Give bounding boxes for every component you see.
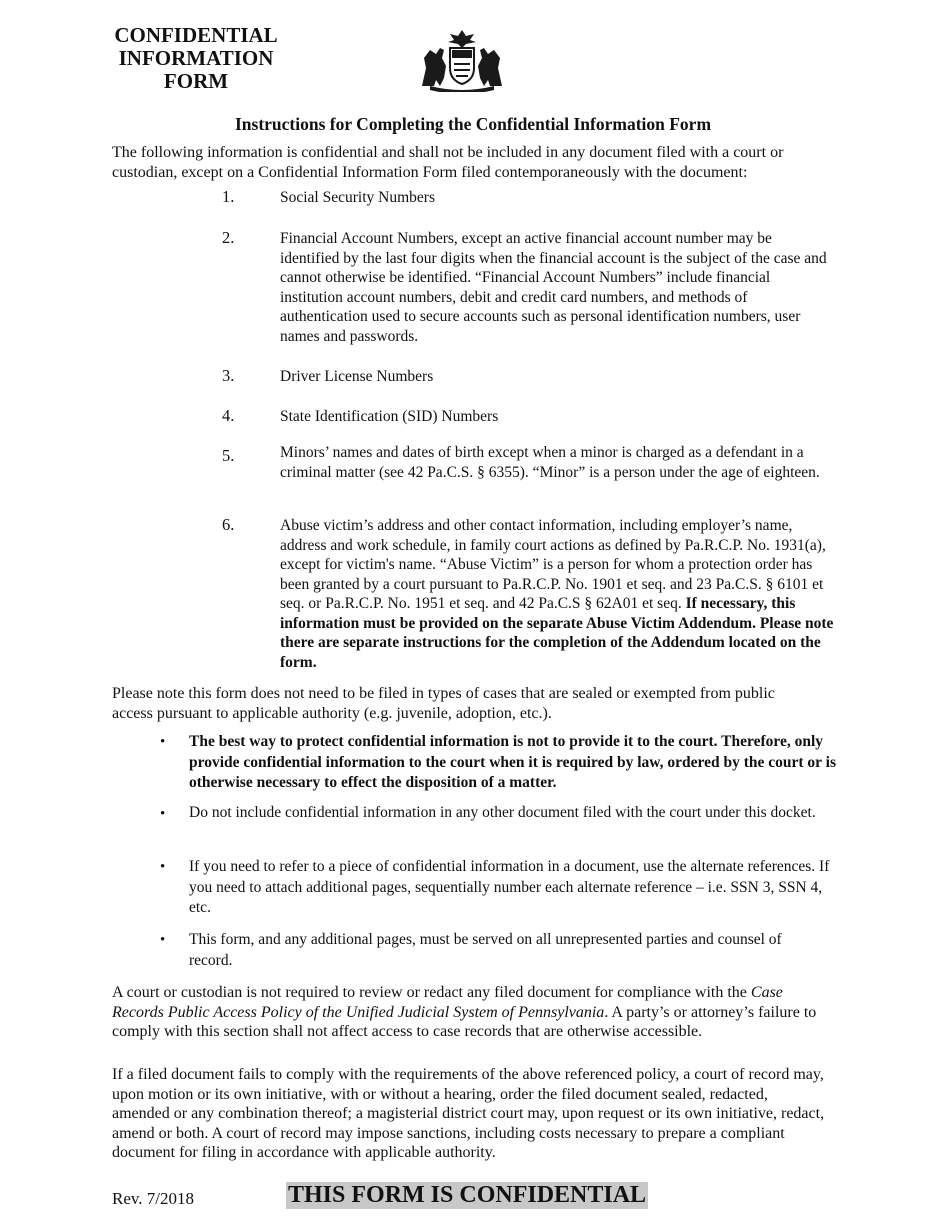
- item-text: Financial Account Numbers, except an active financial account number may be identified by the last four digits when the financial account is the subject of the case and cannot otherwise be identified. “Financial Account Numbers” include financial institution account numbers, debit and credit card numbers, and methods of authentication used to secure accounts such as personal identification numbers, user names and passwords.: [280, 230, 827, 345]
- item-number: 4.: [222, 406, 235, 425]
- form-title-line-1: CONFIDENTIAL: [114, 23, 278, 47]
- form-title: [108, 24, 284, 93]
- coat-of-arms-icon: [416, 28, 508, 92]
- item-text: Minors’ names and dates of birth except when a minor is charged as a defendant in a criminal matter (see 42 Pa.C.S. § 6355). “Minor” is a person under the age of eighteen.: [280, 444, 820, 481]
- intro-paragraph: The following information is confidential and shall not be included in any document filed with a court or custodian, except on a Confidential Information Form filed contemporaneously with the document:: [112, 144, 784, 181]
- item-number: 3.: [222, 366, 235, 385]
- item-number: 5.: [222, 446, 235, 465]
- bullet-text: Do not include confidential information in any other document filed with the court under this docket.: [189, 804, 816, 821]
- item-text-regular: Abuse victim’s address and other contact information, including employer’s name, address and work schedule, in family court actions as defined by Pa.R.C.P. No. 1931(a), except for victim's name. “Abuse Victim” is a person for whom a protection order has been granted by a court pursuant to Pa.R.C.P. No. 1901 et seq. and 23 Pa.C.S. § 6101 et seq. or Pa.R.C.P. No. 1951 et seq. and 42 Pa.C.S § 62A01 et seq.: [280, 517, 826, 612]
- review-text-end: . A party’s or attorney’s failure to comply with this section shall not affect access to case records that are otherwise accessible.: [112, 1003, 817, 1040]
- item-text: State Identification (SID) Numbers: [280, 408, 499, 425]
- item-text: Driver License Numbers: [280, 368, 434, 385]
- bullet-text: This form, and any additional pages, must be served on all unrepresented parties and counsel of record.: [189, 931, 782, 969]
- note-paragraph: Please note this form does not need to be filed in types of cases that are sealed or exempted from public access pursuant to applicable authority (e.g. juvenile, adoption, etc.).: [112, 685, 775, 722]
- form-title-line-3: FORM: [163, 69, 229, 93]
- bullet-marker: •: [160, 806, 166, 822]
- item-number: 1.: [222, 187, 235, 206]
- compliance-paragraph: If a filed document fails to comply with the requirements of the above referenced policy, a court of record may, upon motion or its own initiative, with or without a hearing, order the filed document sealed, redacted, amended or any combination thereof; a magisterial district court may, upon request or its own initiative, redact, amend or both. A court of record may impose sanctions, including costs necessary to prepare a compliant document for filing in accordance with applicable authority.: [112, 1066, 825, 1161]
- confidential-banner: THIS FORM IS CONFIDENTIAL: [288, 1182, 647, 1208]
- bullet-text: The best way to protect confidential information is not to provide it to the court. Therefore, only provide confidential information to the court when it is required by law, ordered by the court or is otherwise necessary to effect the disposition of a matter.: [189, 733, 836, 791]
- policy-title: Case Records Public Access Policy of the Unified Judicial System of Pennsylvania: [112, 984, 783, 1021]
- form-title-line-2: INFORMATION: [118, 46, 274, 70]
- bullet-text: If you need to refer to a piece of confidential information in a document, use the alternate references. If you need to attach additional pages, sequentially number each alternate reference – i.e. SSN 3, SSN 4, etc.: [189, 858, 830, 916]
- item-number: 6.: [222, 515, 235, 534]
- bullet-marker: •: [160, 859, 166, 875]
- bullet-marker: •: [160, 932, 166, 948]
- bullet-marker: •: [160, 734, 166, 750]
- page-heading: Instructions for Completing the Confidential Information Form: [234, 114, 712, 134]
- revision-date: Rev. 7/2018: [112, 1189, 195, 1208]
- item-text-bold: If necessary, this information must be provided on the separate Abuse Victim Addendum. Please note there are separate instructions for the completion of the Addendum located on the form.: [280, 595, 834, 671]
- review-paragraph: [112, 983, 832, 1042]
- item-number: 2.: [222, 228, 235, 247]
- item-text: Social Security Numbers: [280, 189, 435, 206]
- item-text: [280, 516, 835, 672]
- review-text-start: A court or custodian is not required to review or redact any filed document for compliance with the: [112, 984, 751, 1001]
